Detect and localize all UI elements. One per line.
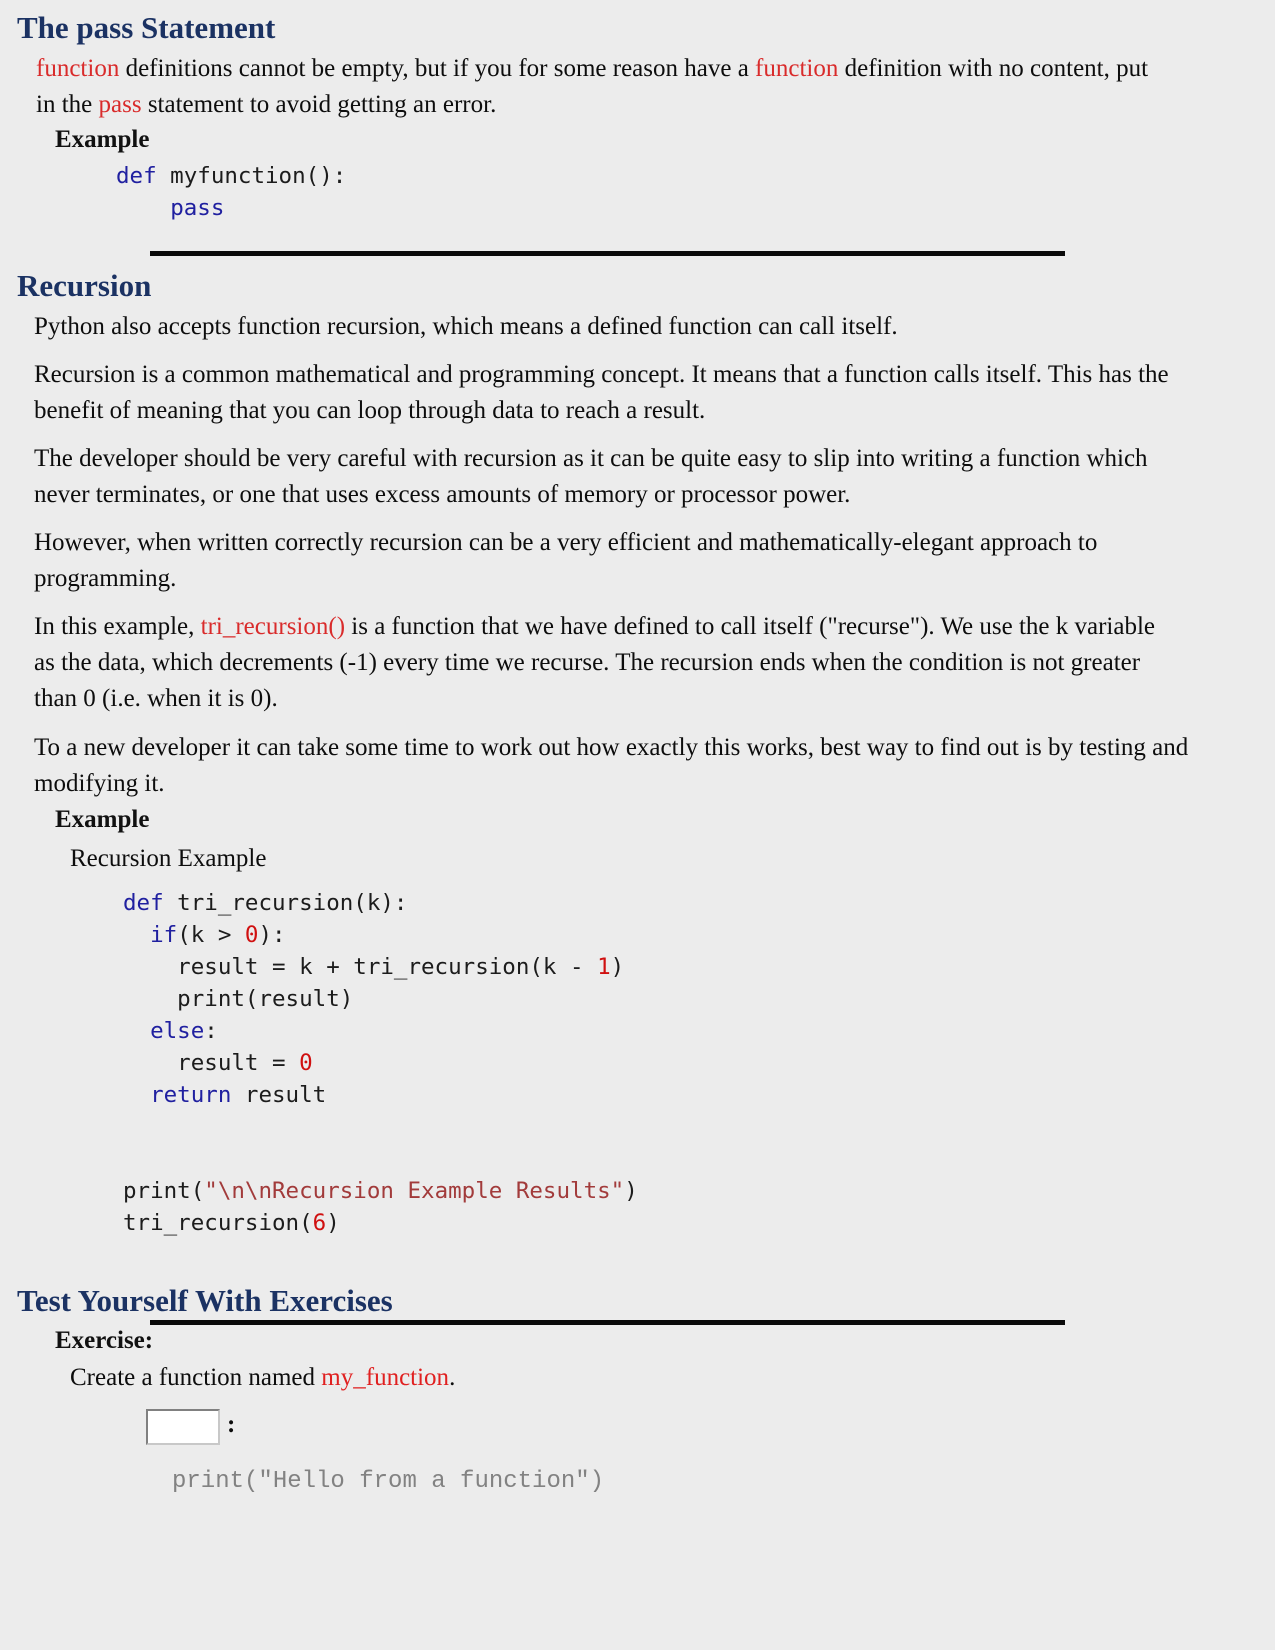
code-keyword-else: else xyxy=(150,1018,205,1044)
exercise-answer-row xyxy=(146,1409,235,1445)
page-title-exercises: Test Yourself With Exercises xyxy=(17,1283,393,1318)
code-text-result-assign: result = k + tri_recursion(k - xyxy=(123,954,598,980)
code-text-print-close: ) xyxy=(624,1178,638,1204)
tri-paragraph-after: is a function that we have defined to call itself ("recurse"). We use the k variable as the data, which decrements (-1) every time we recurse. The recursion ends when the condition is not greater than 0 (i.e. when it is 0). xyxy=(34,613,1156,712)
code-keyword-def-2: def xyxy=(123,890,164,916)
inline-code-pass: pass xyxy=(98,91,142,118)
pass-statement-paragraph xyxy=(36,51,1151,123)
recursion-paragraph-4: However, when written correctly recursion can be a very efficient and mathematically-elegant approach to programming. xyxy=(34,529,1098,592)
recursion-paragraph-last: To a new developer it can take some time to work out how exactly this works, best way to find out is by testing and modifying it. xyxy=(34,734,1189,797)
exercise-prompt-after: . xyxy=(449,1364,456,1391)
code-text-return-result: result xyxy=(231,1082,327,1108)
recursion-paragraph-1: Python also accepts function recursion, which means a defined function can call itself. xyxy=(34,313,898,340)
code-text-if-close: ): xyxy=(258,922,286,948)
example-label-recursion: Example xyxy=(55,806,150,833)
code-keyword-return: return xyxy=(150,1082,232,1108)
section-divider-2 xyxy=(150,1320,1065,1325)
code-text-result-close: ) xyxy=(610,954,625,980)
exercise-answer-input[interactable] xyxy=(146,1409,220,1445)
code-keyword-pass: pass xyxy=(170,195,225,221)
code-keyword-if: if xyxy=(150,922,178,948)
example-caption-recursion: Recursion Example xyxy=(70,845,267,872)
tri-paragraph-before: In this example, xyxy=(34,613,201,640)
code-text-tri-call-open: tri_recursion( xyxy=(123,1210,313,1236)
code-block-pass-example xyxy=(116,160,346,224)
code-text-print-result: print(result) xyxy=(123,986,354,1012)
inline-code-function-2: function xyxy=(755,55,839,82)
code-number-zero-1: 0 xyxy=(244,922,259,948)
code-number-six: 6 xyxy=(312,1210,327,1236)
code-text-tri-recursion-def: tri_recursion(k): xyxy=(163,890,408,916)
pass-paragraph-text-2: definition with no content, put in the xyxy=(36,55,1149,118)
code-text-else-colon: : xyxy=(204,1018,218,1044)
code-number-zero-2: 0 xyxy=(299,1050,313,1076)
exercise-label: Exercise: xyxy=(55,1327,154,1354)
exercise-answer-code: print("Hello from a function") xyxy=(172,1468,605,1495)
code-indent-return xyxy=(123,1082,150,1108)
exercise-prompt xyxy=(70,1361,455,1395)
exercise-prompt-before: Create a function named xyxy=(70,1364,322,1391)
exercise-colon: : xyxy=(227,1410,236,1438)
code-keyword-def: def xyxy=(116,163,157,189)
code-text-print-open: print( xyxy=(123,1178,205,1204)
code-indent-if xyxy=(123,922,150,948)
code-text-if-cond: (k > xyxy=(177,922,245,948)
recursion-paragraph-3: The developer should be very careful with recursion as it can be quite easy to slip into writing a function which never terminates, or one that uses excess amounts of memory or processor power. xyxy=(34,445,1148,508)
code-number-one: 1 xyxy=(597,954,611,980)
code-string-recursion-results: "\n\nRecursion Example Results" xyxy=(204,1178,625,1204)
inline-code-my-function: my_function xyxy=(321,1364,450,1391)
example-label-pass: Example xyxy=(55,126,150,153)
code-text-myfunction: myfunction(): xyxy=(156,163,347,189)
inline-code-tri-recursion: tri_recursion() xyxy=(200,613,346,640)
page-title-pass-statement: The pass Statement xyxy=(17,10,276,45)
pass-paragraph-text-3: statement to avoid getting an error. xyxy=(141,91,497,118)
code-indent-else xyxy=(123,1018,150,1044)
code-text-tri-call-close: ) xyxy=(326,1210,340,1236)
inline-code-function-1: function xyxy=(36,55,120,82)
code-text-result-zero: result = xyxy=(123,1050,300,1076)
page-title-recursion: Recursion xyxy=(17,268,152,303)
code-block-recursion-example xyxy=(123,887,638,1239)
recursion-paragraph-tri xyxy=(34,609,1174,717)
section-divider-1 xyxy=(150,251,1065,256)
pass-paragraph-text-1: definitions cannot be empty, but if you for some reason have a xyxy=(119,55,756,82)
recursion-paragraph-2: Recursion is a common mathematical and programming concept. It means that a function calls itself. This has the benefit of meaning that you can loop through data to reach a result. xyxy=(34,361,1169,424)
